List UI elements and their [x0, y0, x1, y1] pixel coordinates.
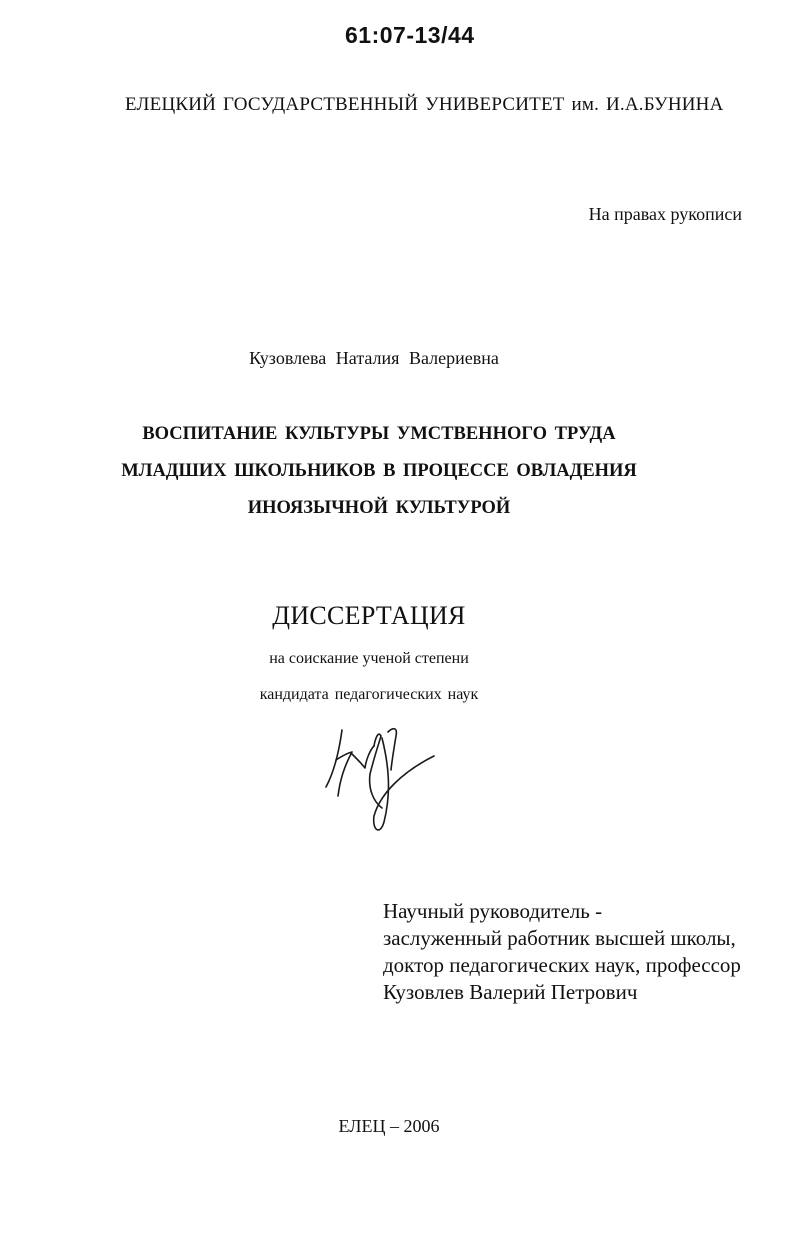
supervisor-line: Кузовлев Валерий Петрович — [383, 980, 638, 1004]
title-line: ВОСПИТАНИЕ КУЛЬТУРЫ УМСТВЕННОГО ТРУДА — [142, 424, 616, 444]
handwritten-signature-icon — [312, 712, 442, 842]
dissertation-title — [0, 416, 798, 527]
supervisor-line: заслуженный работник высшей школы, — [383, 926, 736, 950]
city-year: ЕЛЕЦ – 2006 — [338, 1116, 440, 1136]
author-name: Кузовлева Наталия Валериевна — [249, 348, 499, 368]
degree-line-1: на соискание ученой степени — [269, 650, 469, 667]
degree-line-2: кандидата педагогических наук — [259, 686, 479, 703]
archive-code: 61:07-13/44 — [345, 22, 475, 48]
title-line: ИНОЯЗЫЧНОЙ КУЛЬТУРОЙ — [247, 498, 511, 518]
supervisor-line: Научный руководитель - — [383, 899, 603, 923]
rights-notice: На правах рукописи — [588, 204, 742, 224]
supervisor-line: доктор педагогических наук, профессор — [383, 953, 741, 977]
university-name: ЕЛЕЦКИЙ ГОСУДАРСТВЕННЫЙ УНИВЕРСИТЕТ им. И.А.БУНИНА — [125, 94, 724, 115]
work-type: ДИССЕРТАЦИЯ — [272, 601, 466, 630]
title-line: МЛАДШИХ ШКОЛЬНИКОВ В ПРОЦЕССЕ ОВЛАДЕНИЯ — [121, 461, 637, 481]
supervisor-block — [383, 898, 741, 1006]
